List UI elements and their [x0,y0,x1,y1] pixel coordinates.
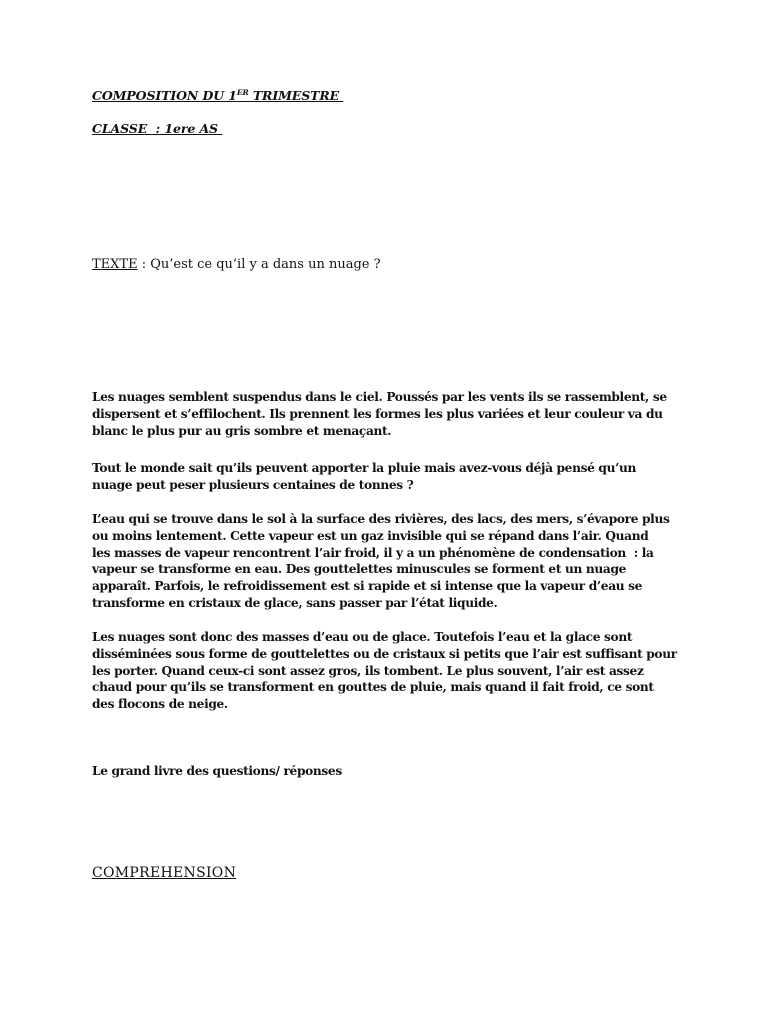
classe-line: CLASSE : 1ere AS [92,121,223,136]
source-citation: Le grand livre des questions/ réponses [92,764,342,778]
texte-title: : Qu’est ce qu’il y a dans un nuage ? [137,257,381,272]
paragraph-line: apparaît. Parfois, le refroidissement est si rapide et si intense que la vapeur d’eau se [92,579,643,594]
composition-title [92,88,343,103]
paragraph-line: nuage peut peser plusieurs centaines de tonnes ? [92,477,414,492]
paragraph-2 [92,460,732,494]
paragraph-4 [92,629,732,713]
composition-title-suffix: TRIMESTRE [248,88,344,103]
composition-title-prefix: COMPOSITION DU 1 [92,88,237,103]
texte-heading [92,257,381,272]
paragraph-line: vapeur se transforme en eau. Des gouttelettes minuscules se forment et un nuage [92,562,627,577]
paragraph-line: transforme en cristaux de glace, sans passer par l’état liquide. [92,595,498,610]
paragraph-line: disséminées sous forme de gouttelettes ou de cristaux si petits que l’air est suffisant pour [92,646,677,661]
paragraph-line: les porter. Quand ceux-ci sont assez gros, ils tombent. Le plus souvent, l’air est assez [92,663,644,678]
paragraph-line: les masses de vapeur rencontrent l’air froid, il y a un phénomène de condensation : la [92,545,654,560]
composition-title-superscript: ER [236,87,249,97]
paragraph-line: Les nuages sont donc des masses d’eau ou de glace. Toutefois l’eau et la glace sont [92,630,633,644]
paragraph-line: ou moins lentement. Cette vapeur est un gaz invisible qui se répand dans l’air. Quand [92,528,649,543]
paragraph-1 [92,389,732,439]
comprehension-heading: COMPREHENSION [92,865,237,881]
paragraph-line: chaud pour qu’ils se transforment en gouttes de pluie, mais quand il fait froid, ce sont [92,680,654,695]
texte-label: TEXTE [92,257,138,272]
paragraph-line: blanc le plus pur au gris sombre et menaçant. [92,423,392,438]
paragraph-line: L’eau qui se trouve dans le sol à la surface des rivières, des lacs, des mers, s’évapore plus [92,512,670,526]
paragraph-3 [92,511,732,612]
paragraph-line: dispersent et s’effilochent. Ils prennent les formes les plus variées et leur couleur va du [92,406,663,421]
paragraph-line: des flocons de neige. [92,697,228,712]
paragraph-line: Tout le monde sait qu’ils peuvent apporter la pluie mais avez-vous déjà pensé qu’un [92,461,636,475]
paragraph-line: Les nuages semblent suspendus dans le ciel. Poussés par les vents ils se rassemblent, se [92,390,667,404]
